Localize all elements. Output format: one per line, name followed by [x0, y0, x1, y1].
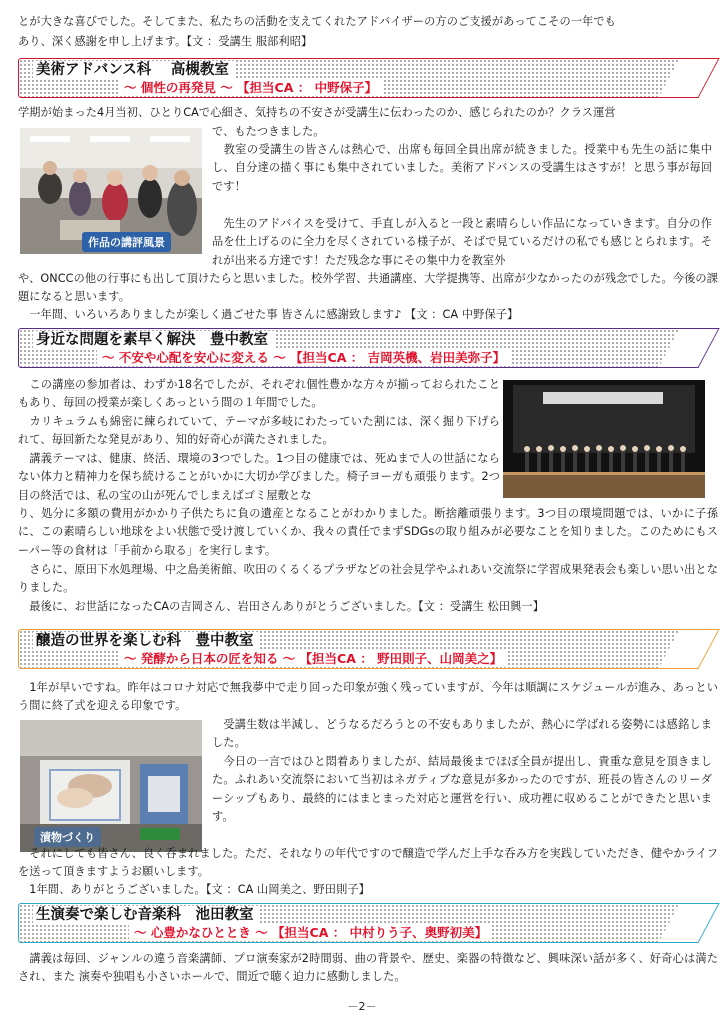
music-paragraph-1: 講義は毎回、ジャンルの違う音楽講師、プロ演奏家が2時間弱、曲の背景や、歴史、楽器の特徴など、興味深い話が多く、好奇心は満たされ、また 演奏や独唱も小さいホールで、間近で聴く迫力に感動しました。 — [18, 952, 718, 984]
art-photo-caption: 作品の講評風景 — [82, 232, 171, 252]
section-title-art: 美術アドバンス科 高槻教室 — [33, 61, 235, 79]
header-arrow-cap — [658, 629, 719, 669]
section-subtitle-art: ～ 個性の再発見 ～ 【担当CA ： 中野保子】 — [119, 79, 382, 96]
brewing-paragraph-1: 1年が早いですね。昨年はコロナ対応で無我夢中で走り回った印象が強く残っていますが、今年は順調にスケジュールが進み、あっという間に終了式を迎える印象です。 — [18, 681, 718, 713]
intro-line-2: あり、深く感謝を申し上げます。【文 ：受講生 服部利昭】 — [18, 35, 313, 48]
section-subtitle-life: ～ 不安や心配を安心に変える ～ 【担当CA ： 吉岡英機、岩田美弥子】 — [97, 349, 510, 366]
life-paragraph-2: カリキュラムも綿密に練られていて、テーマが多岐にわたっていた割には、深く掘り下げられて、毎回新たな発見があり、知的好奇心が満たされました。 — [18, 415, 500, 447]
section-subtitle-music: ～ 心豊かなひととき ～ 【担当CA ： 中村りう子、奥野初美】 — [129, 924, 492, 941]
life-paragraph-4: り、処分に多額の費用がかかり子供たちに負の遺産となることがわかりました。断捨離頑張ります。3つ目の環境問題では、いかに子孫に、この素晴らしい地球をよい状態で受け渡していくか、我々の責任でまずSDGsの取り組みが必要なことを知りました。このためにもスーパー等の食材は「手前から取る」を実行します。 — [18, 507, 718, 557]
section-title-music: 生演奏で楽しむ音楽科 池田教室 — [33, 906, 260, 924]
life-paragraph-3: 講義テーマは、健康、終活、環境の3つでした。1つ目の健康では、死ぬまで人の世話にならない体力と精神力を保ち続けることがいかに大切か学びました。椅子ヨーガも頑張ります。2つ目の終活では、私の宝の山が死んでしまえばゴミ屋敷とな — [18, 452, 500, 502]
section-subtitle-brewing: ～ 発酵から日本の匠を知る ～ 【担当CA ： 野田則子、山岡美之】 — [119, 650, 507, 667]
header-arrow-cap — [658, 903, 719, 943]
section-title-brewing: 醸造の世界を楽しむ科 豊中教室 — [33, 632, 260, 650]
section-header-music — [18, 903, 688, 943]
art-paragraph-6: 一年間、いろいろありましたが楽しく過ごせた事 皆さんに感謝致します♪ 【文 ：CA 中野保子】 — [18, 308, 519, 321]
life-paragraph-6: 最後に、お世話になったCAの吉岡さん、岩田さんありがとうございました。【文 ：受講生 松田興一】 — [18, 600, 544, 613]
brewing-paragraph-2: 受講生数は半減し、どうなるだろうとの不安もありましたが、熱心に学ばれる姿勢には感銘しました。 — [212, 718, 712, 750]
art-paragraph-5: や、ONCCの他の行事にも出して頂けたらと思いました。校外学習、共通講座、大学提携等、出席が少なかったのが残念でした。今後の課題になると思います。 — [18, 272, 718, 304]
section-header-art — [18, 58, 688, 98]
pickling-photo — [20, 720, 202, 852]
section-title-life: 身近な問題を素早く解決 豊中教室 — [33, 331, 274, 349]
art-paragraph-2: で、もたつきました。 — [212, 125, 325, 138]
header-arrow-cap — [658, 328, 719, 368]
section-header-life — [18, 328, 688, 368]
art-paragraph-1: 学期が始まった4月当初、ひとりCAで心細さ、気持ちの不安さが受講生に伝わったのか、感じられたのか？クラス運営 — [18, 106, 616, 119]
art-paragraph-3: 教室の受講生の皆さんは熱心で、出席も毎回全員出席が続きました。授業中も先生の話に集中し、自分達の描く事にも集中されていました。美術アドバンスの受講生はさすが！と思う事が毎回です！ — [212, 143, 712, 193]
art-class-photo — [20, 128, 202, 254]
brewing-paragraph-4: それにしても皆さん、良く呑まれました。ただ、それなりの年代ですので醸造で学んだ上手な呑み方を実践していただき、健やかライフを送って頂きますようお願いします。 — [18, 847, 718, 879]
stage-photo-image — [503, 380, 705, 498]
pickling-photo-caption: 漬物づくり — [34, 827, 101, 847]
brewing-paragraph-5: 1年間、ありがとうございました。【文 ：CA 山岡美之、野田則子】 — [18, 883, 370, 896]
page-number: －2－ — [347, 1000, 377, 1013]
header-arrow-cap — [658, 58, 719, 98]
life-paragraph-1: この講座の参加者は、わずか18名でしたが、それぞれ個性豊かな方々が揃っておられたこともあり、毎回の授業が楽しくあっという間の１年間でした。 — [18, 378, 500, 410]
stage-photo — [503, 380, 705, 498]
art-paragraph-4: 先生のアドバイスを受けて、手直しが入ると一段と素晴らしい作品になっていきます。自分の作品を仕上げるのに全力を尽くされている様子が、そばで見ているだけの私でも感じとられます。それが出来る方達です！ただ残念な事にその集中力を教室外 — [212, 217, 712, 267]
life-paragraph-5: さらに、原田下水処理場、中之島美術館、吹田のくるくるプラザなどの社会見学やふれあい交流祭に学習成果発表会も楽しい思い出となりました。 — [18, 563, 718, 595]
intro-line-1: とが大きな喜びでした。そしてまた、私たちの活動を支えてくれたアドバイザーの方のご支援があってこその一年でも — [18, 15, 616, 28]
section-header-brewing — [18, 629, 688, 669]
brewing-paragraph-3: 今日の一言ではひと悶着ありましたが、結局最後までほぼ全員が提出し、貴重な意見を頂きました。ふれあい交流祭において当初はネガティブな意見が多かったのですが、班長の皆さんのリーダーシップもあり、最終的にはまとまった対応と運営を行い、成功裡に収めることができたと思います。 — [212, 755, 712, 824]
